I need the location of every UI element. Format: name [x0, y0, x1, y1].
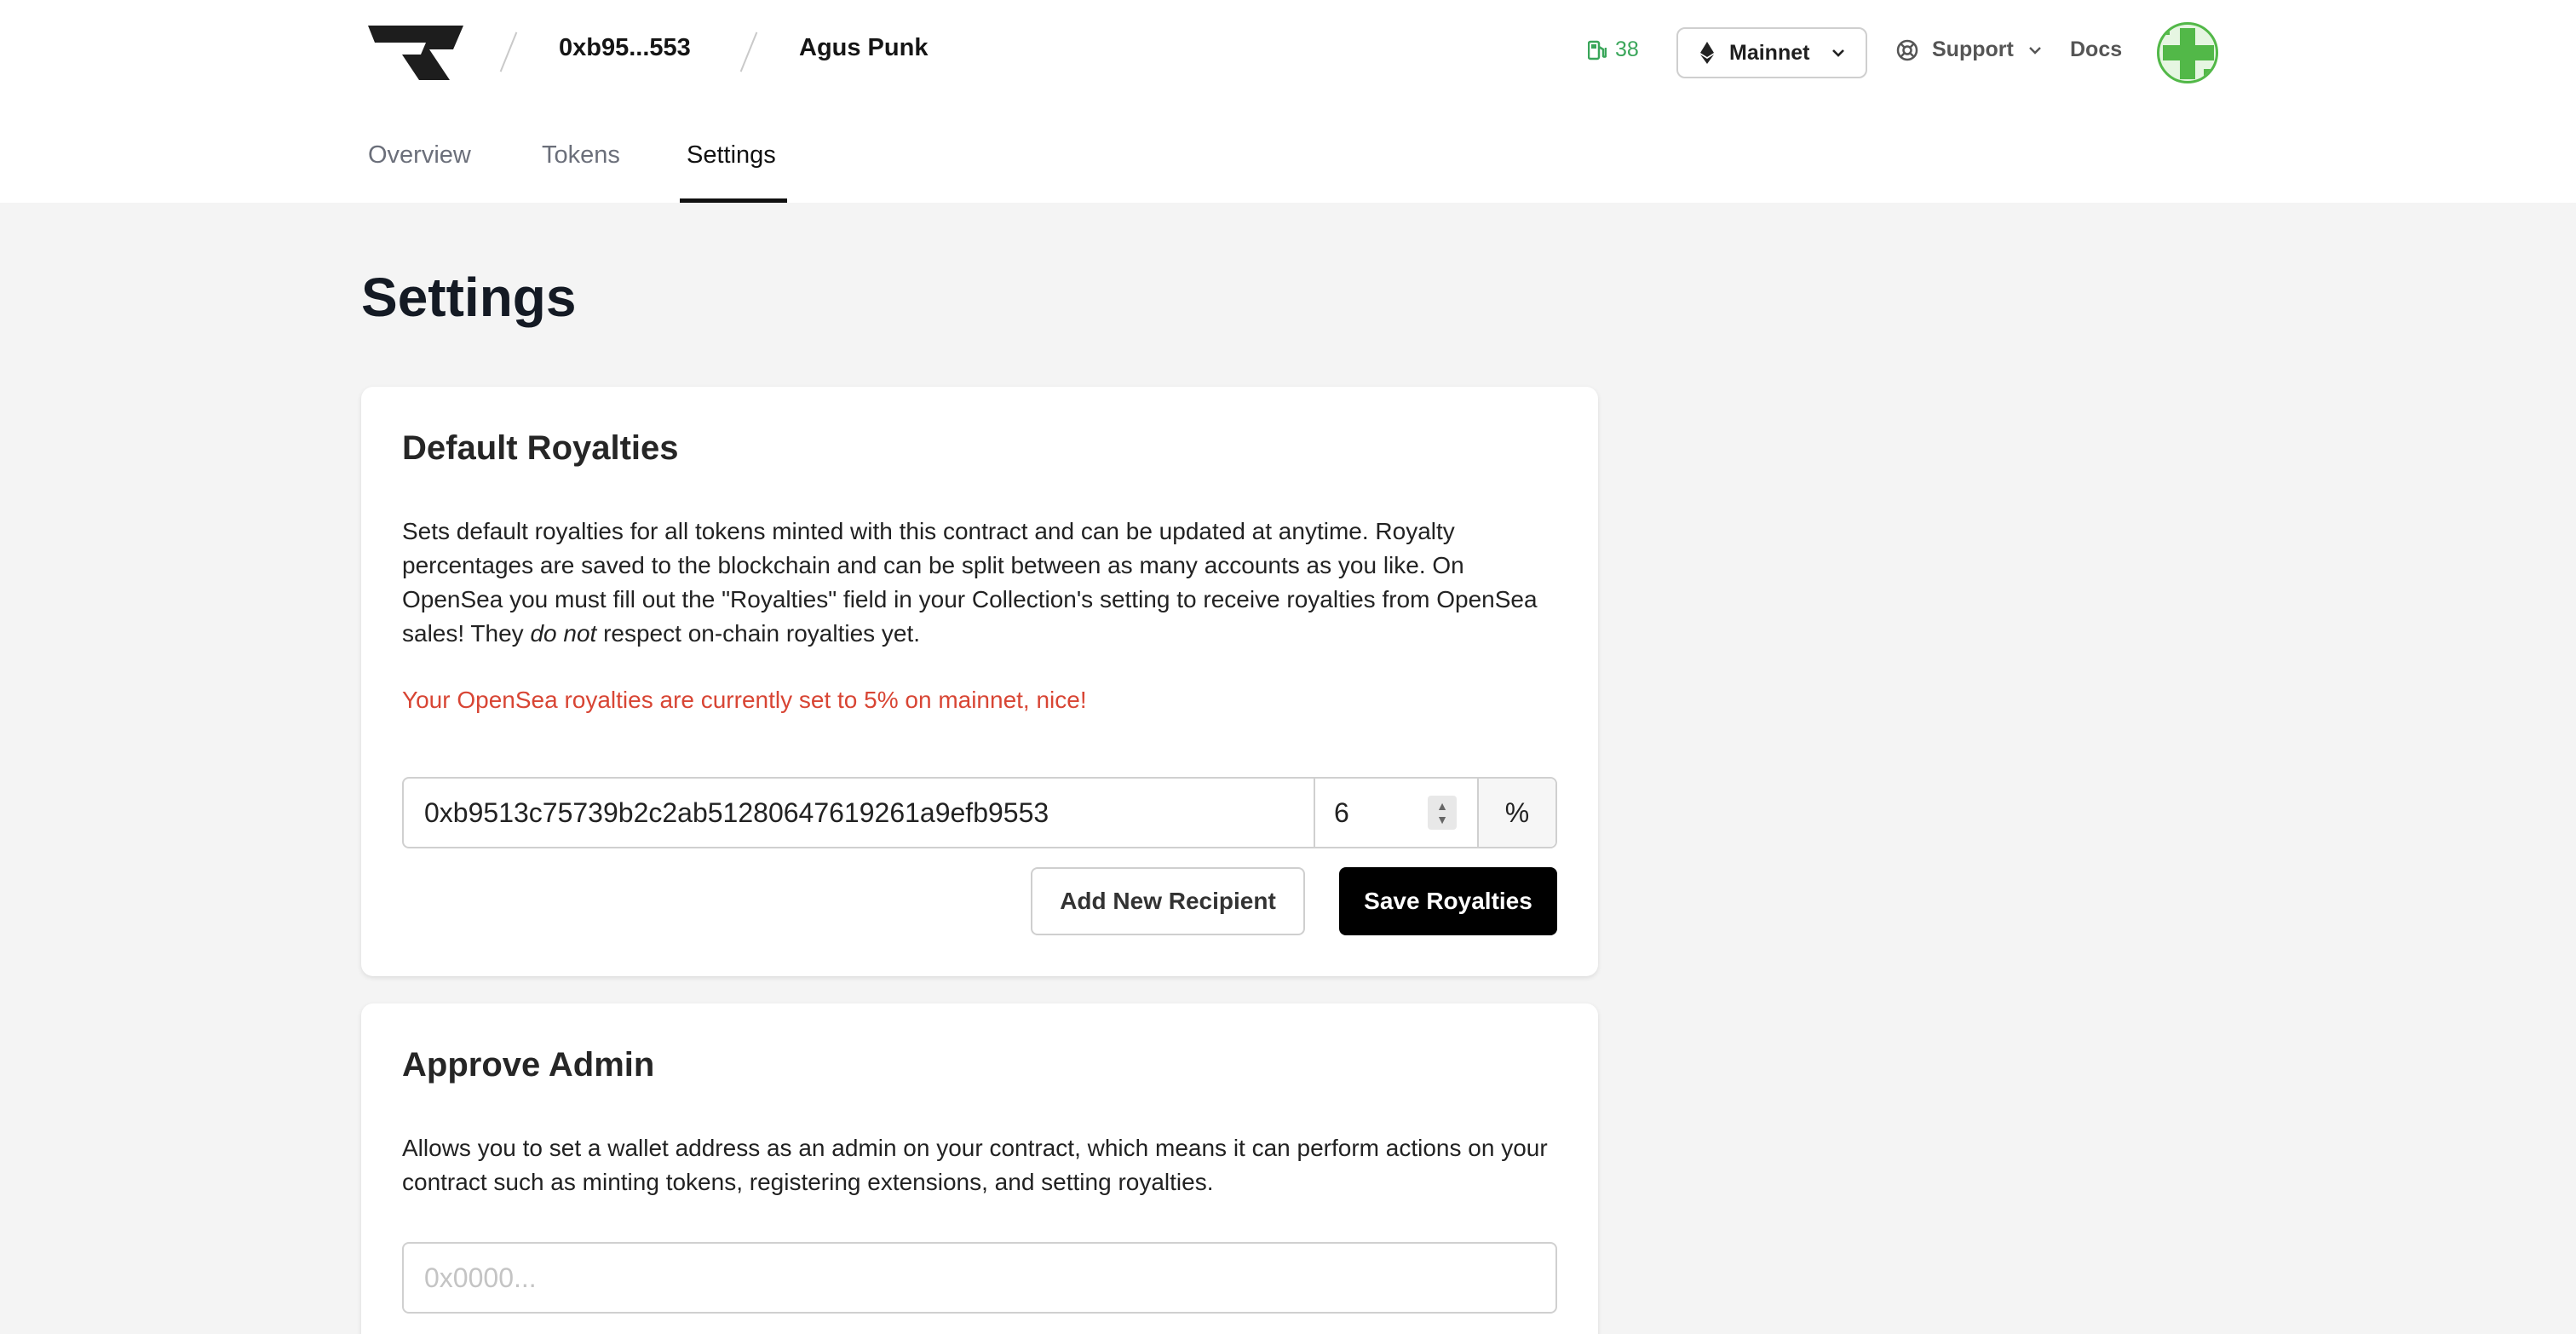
breadcrumb-collection[interactable]: Agus Punk — [799, 34, 929, 61]
save-royalties-button[interactable]: Save Royalties — [1339, 867, 1557, 935]
royalties-description-text: Sets default royalties for all tokens minted with this contract and can be updated at anytime. Royalty percentages are saved to the blockchain and can be split between as many accounts as you like. On OpenSea you must fill out the "Royalties" field in your Collection's setting to receive royalties from OpenSea sales! They — [402, 518, 1538, 647]
active-tab-indicator — [680, 198, 787, 203]
breadcrumb-separator — [500, 32, 518, 72]
support-label: Support — [1932, 37, 2014, 61]
stepper-up-icon[interactable]: ▲ — [1436, 799, 1448, 813]
recipient-address-input[interactable] — [404, 779, 1315, 847]
tab-settings[interactable]: Settings — [687, 141, 776, 169]
royalties-heading: Default Royalties — [402, 429, 679, 467]
breadcrumb-separator — [740, 32, 758, 72]
support-menu[interactable] — [1896, 37, 2043, 62]
lifebuoy-icon — [1896, 39, 1918, 61]
stepper-down-icon[interactable]: ▼ — [1436, 813, 1448, 826]
top-navigation — [0, 0, 2576, 203]
approve-admin-card — [361, 1003, 1598, 1334]
brand-logo-icon[interactable] — [368, 26, 463, 80]
gas-price-value: 38 — [1615, 37, 1639, 61]
breadcrumb-contract[interactable]: 0xb95...553 — [559, 34, 691, 61]
network-selector[interactable] — [1676, 27, 1867, 78]
tab-overview[interactable]: Overview — [368, 141, 471, 169]
royalties-description-emphasis: do not — [530, 620, 597, 647]
network-label: Mainnet — [1729, 40, 1810, 65]
avatar-pattern-icon — [2159, 25, 2218, 83]
opensea-royalty-notice: Your OpenSea royalties are currently set to 5% on mainnet, nice! — [402, 687, 1087, 713]
default-royalties-card — [361, 387, 1598, 976]
user-avatar[interactable] — [2157, 22, 2218, 83]
admin-address-input[interactable] — [402, 1242, 1557, 1314]
royalties-description — [402, 515, 1561, 651]
royalty-recipient-row — [402, 777, 1557, 848]
percentage-stepper[interactable] — [1428, 796, 1457, 830]
tab-tokens[interactable]: Tokens — [542, 141, 620, 169]
gas-price-indicator — [1588, 37, 1639, 62]
chevron-down-icon — [2027, 43, 2043, 58]
ethereum-icon — [1700, 42, 1714, 64]
add-recipient-button[interactable]: Add New Recipient — [1031, 867, 1305, 935]
page-title: Settings — [361, 267, 577, 328]
approve-admin-heading: Approve Admin — [402, 1046, 655, 1084]
docs-link[interactable]: Docs — [2070, 37, 2123, 61]
approve-admin-description: Allows you to set a wallet address as an admin on your contract, which means it can perform actions on your contract such as minting tokens, registering extensions, and setting royalties. — [402, 1135, 1548, 1195]
percent-suffix: % — [1479, 779, 1555, 847]
chevron-down-icon — [1830, 44, 1847, 61]
gas-pump-icon — [1588, 40, 1607, 60]
royalties-description-text-end: respect on-chain royalties yet. — [596, 620, 921, 647]
percentage-field — [1315, 779, 1479, 847]
